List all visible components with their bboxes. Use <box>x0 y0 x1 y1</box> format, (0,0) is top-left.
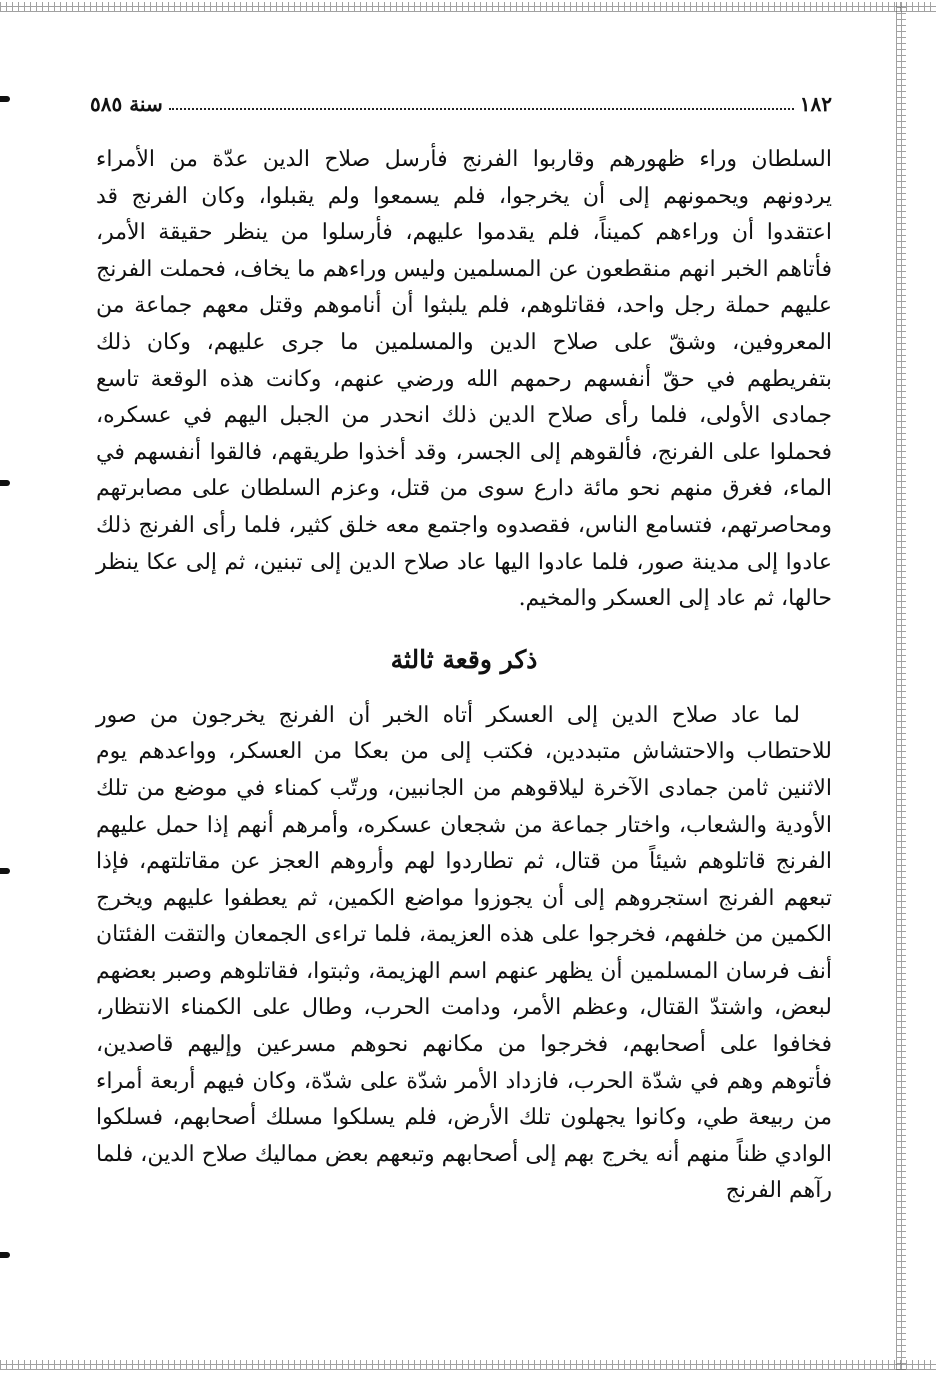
scan-edge-mark <box>0 868 10 874</box>
year-label: سنة ٥٨٥ <box>90 92 163 116</box>
section-title: ذكر وقعة ثالثة <box>390 644 538 674</box>
decorative-border-bottom <box>0 1360 936 1370</box>
page-number: ١٨٢ <box>799 92 832 116</box>
scan-edge-mark <box>0 480 10 486</box>
paragraph: السلطان وراء ظهورهم وقاربوا الفرنج فأرسل صلاح الدين عدّة من الأمراء يردونهم ويحمونهم إلى أن يخرجوا، فلم يسمعوا ولم يقبلوا، وكان الفرنج قد اعتقدوا أن وراءهم كميناً، فلم يقدموا عليهم، فأرسلوا من ينظر حقيقة الأمر، فأتاهم الخبر انهم منقطعون عن المسلمين وليس وراءهم ما يخاف، فحملت الفرنج عليهم حملة رجل واحد، فقاتلوهم، فلم يلبثوا أن أناموهم وقتل معهم جماعة من المعروفين، وشقّ على صلاح الدين والمسلمين ما جرى عليهم، وكان ذلك بتفريطهم في حقّ أنفسهم رحمهم الله ورضي عنهم، وكانت هذه الوقعة تاسع جمادى الأولى، فلما رأى صلاح الدين ذلك انحدر من الجبل اليهم في عسكره، فحملوا على الفرنج، فألقوهم إلى الجسر، وقد أخذوا طريقهم، فالقوا أنفسهم في الماء، فغرق منهم نحو مائة دارع سوى من قتل، وعزم السلطان على مصابرتهم ومحاصرتهم، فتسامع الناس، فقصدوه واجتمع معه خلق كثير، فلما رأى الفرنج ذلك عادوا إلى مدينة صور، فلما عادوا اليها عاد صلاح الدين إلى تبنين، ثم إلى عكا ينظر حالها، ثم عاد إلى العسكر والمخيم. <box>96 147 832 612</box>
scan-edge-mark <box>0 1252 10 1258</box>
page-body <box>96 142 832 1210</box>
decorative-border-top <box>0 2 936 12</box>
header-dotted-rule <box>169 108 794 110</box>
paragraph: لما عاد صلاح الدين إلى العسكر أتاه الخبر أن الفرنج يخرجون من صور للاحتطاب والاحتشاش متبددين، فكتب إلى من بعكا من العسكر، وواعدهم يوم الاثنين ثامن جمادى الآخرة ليلاقوهم من الجانبين، ورتّب كمناء في موضع من تلك الأودية والشعاب، واختار جماعة من شجعان عسكره، وأمرهم أنهم إذا حمل عليهم الفرنج قاتلوهم شيئاً من قتال، ثم تطاردوا لهم وأروهم العجز عن مقاتلتهم، فإذا تبعهم الفرنج استجروهم إلى أن يجوزوا مواضع الكمين، ثم يعطفوا عليهم ويخرج الكمين من خلفهم، فخرجوا على هذه العزيمة، فلما تراءى الجمعان والتقت الفئتان أنف فرسان المسلمين أن يظهر عنهم اسم الهزيمة، وثبتوا، فقاتلوهم وصبر بعضهم لبعض، واشتدّ القتال، وعظم الأمر، ودامت الحرب، وطال على الكمناء الانتظار، فخافوا على أصحابهم، فخرجوا من مكانهم نحوهم مسرعين وإليهم قاصدين، فأتوهم وهم في شدّة الحرب، فازداد الأمر شدّة على شدّة، وكان فيهم أربعة أمراء من ربيعة طي، وكانوا يجهلون تلك الأرض، فلم يسلكوا مسلك أصحابهم، فسلكوا الوادي ظناً منهم أنه يخرج بهم إلى أصحابهم وتبعهم بعض مماليك صلاح الدين، فلما رآهم الفرنج <box>96 702 832 1204</box>
page-header <box>90 86 832 116</box>
decorative-border-right <box>896 2 906 1370</box>
scan-edge-mark <box>0 96 10 102</box>
